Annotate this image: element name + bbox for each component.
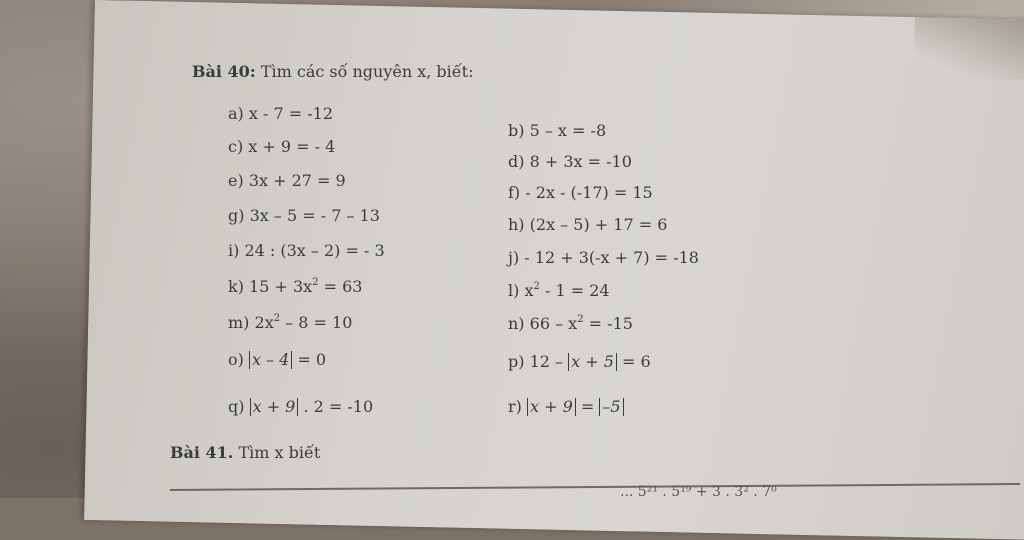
bai41-heading	[170, 443, 320, 462]
item-r-abs2: –5	[599, 398, 623, 416]
item-c	[228, 137, 335, 156]
item-f-label: f)	[508, 183, 521, 202]
item-f	[508, 183, 653, 202]
bai41-text: Tìm x biết	[233, 443, 321, 462]
item-l	[508, 281, 610, 300]
item-l-post: - 1 = 24	[539, 281, 610, 300]
item-e-expr: 3x + 27 = 9	[248, 171, 346, 190]
item-j	[508, 248, 699, 267]
item-p-post: = 6	[616, 352, 651, 371]
item-l-exponent: 2	[533, 281, 540, 292]
item-c-label: c)	[228, 137, 244, 156]
item-q-post: . 2 = -10	[298, 397, 374, 416]
item-n-exponent: 2	[577, 314, 584, 325]
item-p-pre: 12 –	[529, 352, 569, 371]
item-e-label: e)	[228, 171, 244, 190]
item-q	[228, 397, 373, 416]
item-e	[228, 171, 346, 190]
bai40-title: Bài 40:	[192, 62, 256, 81]
item-l-label: l)	[508, 281, 520, 300]
item-p	[508, 352, 651, 371]
item-j-expr: - 12 + 3(-x + 7) = -18	[524, 248, 699, 267]
item-h	[508, 215, 667, 234]
item-g-expr: 3x – 5 = - 7 – 13	[249, 206, 380, 225]
item-o-label: o)	[228, 350, 244, 369]
item-k-exponent: 2	[312, 277, 319, 288]
item-f-expr: - 2x - (-17) = 15	[525, 183, 653, 202]
item-k-label: k)	[228, 277, 244, 296]
item-r-abs: x + 9	[527, 398, 576, 416]
item-m	[228, 313, 352, 332]
item-j-label: j)	[508, 248, 520, 267]
item-a	[228, 104, 333, 123]
item-n	[508, 314, 633, 333]
item-d-label: d)	[508, 152, 525, 171]
item-n-label: n)	[508, 314, 525, 333]
item-k-pre: 15 + 3x	[249, 277, 313, 296]
item-a-label: a)	[228, 104, 244, 123]
item-r-mid: =	[575, 397, 600, 416]
item-m-post: – 8 = 10	[280, 313, 353, 332]
item-n-pre: 66 – x	[529, 314, 578, 333]
item-g	[228, 206, 380, 225]
item-k-post: = 63	[318, 277, 363, 296]
item-d-expr: 8 + 3x = -10	[529, 152, 632, 171]
item-q-abs: x + 9	[250, 398, 299, 416]
item-i-label: i)	[228, 241, 240, 260]
item-r	[508, 397, 624, 416]
item-m-exponent: 2	[273, 313, 281, 324]
item-q-label: q)	[228, 397, 245, 416]
item-i-expr: 24 : (3x – 2) = - 3	[244, 241, 385, 260]
item-i	[228, 241, 385, 260]
item-r-label: r)	[508, 397, 522, 416]
item-b	[508, 121, 606, 140]
item-p-abs: x + 5	[568, 353, 617, 371]
item-h-expr: (2x – 5) + 17 = 6	[529, 215, 668, 234]
bai41-title: Bài 41.	[170, 443, 234, 462]
item-o-abs: x – 4	[249, 351, 292, 369]
item-k	[228, 277, 362, 296]
item-o-post: = 0	[292, 350, 327, 369]
item-m-label: m)	[228, 313, 250, 332]
item-d	[508, 152, 632, 171]
item-o	[228, 350, 326, 369]
item-p-label: p)	[508, 352, 525, 371]
item-n-post: = -15	[583, 314, 633, 333]
item-b-label: b)	[508, 121, 525, 140]
item-h-label: h)	[508, 215, 525, 234]
item-a-expr: x - 7 = -12	[248, 104, 333, 123]
item-b-expr: 5 – x = -8	[529, 121, 607, 140]
bai40-text: Tìm các số nguyên x, biết:	[255, 62, 474, 81]
item-m-pre: 2x	[254, 313, 274, 332]
item-c-expr: x + 9 = - 4	[248, 137, 336, 156]
item-l-pre: x	[524, 281, 534, 300]
bottom-partial-text: ... 5²¹ . 5¹⁹ + 3 . 3² . 7⁰	[620, 484, 777, 500]
bai40-heading	[192, 62, 473, 81]
item-g-label: g)	[228, 206, 245, 225]
